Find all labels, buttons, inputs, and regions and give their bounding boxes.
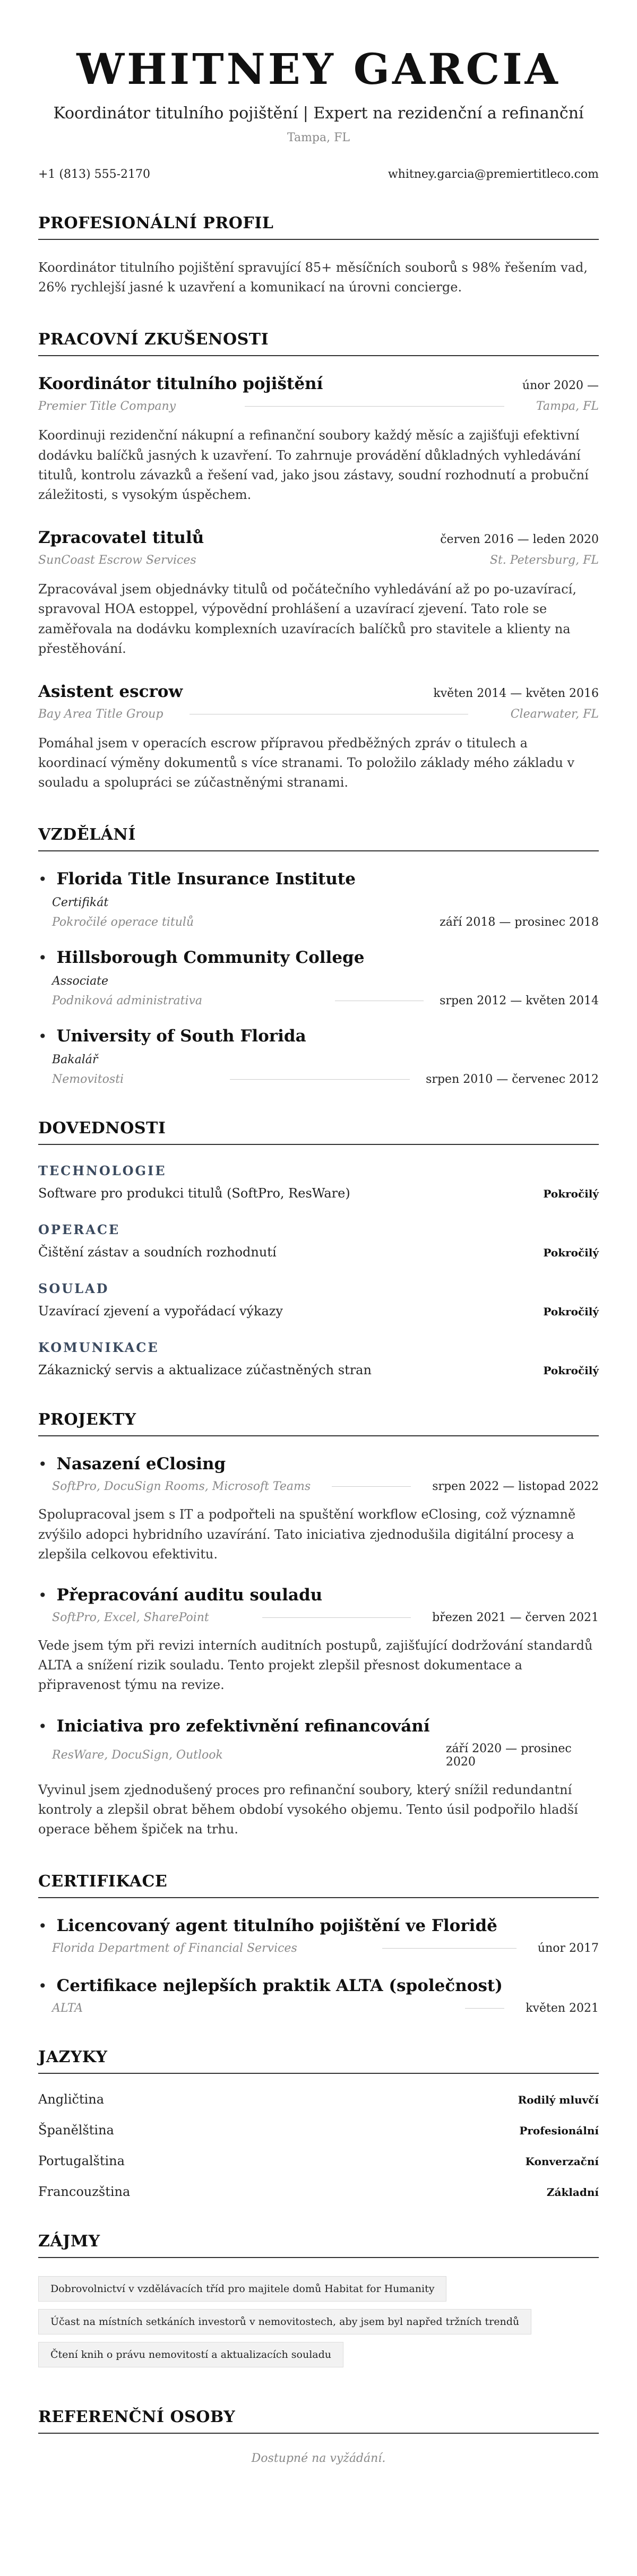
job-description: Koordinuji rezidenční nákupní a refinanční soubory každý měsíc a zajišťuji efektivní dodávku balíčků jasných k uzavření. To zahrnuje provádění důkladných vyhledávání titulů, kontrolu závazků a řešení vad, jako jsou zástavy, soudní rozhodnutí a probuční záležitosti, s vysokým úspěchem. (38, 428, 589, 502)
language-row (38, 2184, 599, 2199)
divider (332, 1486, 411, 1487)
degree: Certifikát (52, 896, 109, 910)
interest-tag: Čtení knih o právu nemovitostí a aktualizacích souladu (38, 2342, 343, 2367)
project-description: Vede jsem tým při revizi interních auditních postupů, zajišťující dodržování standardů ALTA a snížení rizik souladu. Tento projekt zlepšil přesnost dokumentace a připravenost týmu na revize. (38, 1638, 593, 1693)
job-role: Zpracovatel titulů (38, 528, 204, 548)
project-dates: srpen 2022 — listopad 2022 (432, 1480, 599, 1494)
section-title-projects: PROJEKTY (38, 1410, 599, 1436)
education-dates: srpen 2012 — květen 2014 (440, 994, 599, 1008)
email: whitney.garcia@premiertitleco.com (388, 168, 599, 181)
skill-category: SOULAD (38, 1281, 109, 1297)
education-entry (38, 869, 599, 929)
education-entry (38, 948, 599, 1007)
language-name: Francouzština (38, 2184, 131, 2200)
skill-name: Zákaznický servis a aktualizace zúčastněných stran (38, 1363, 372, 1378)
job-role: Asistent escrow (38, 682, 183, 701)
skill-name: Software pro produkci titulů (SoftPro, ResWare) (38, 1186, 350, 1201)
job-dates: únor 2020 — (522, 379, 599, 393)
bullet-icon: • (38, 1977, 47, 1995)
job-location: Tampa, FL (536, 400, 599, 413)
headline: Koordinátor titulního pojištění | Expert na rezidenční a refinanční (53, 104, 584, 123)
field-of-study: Pokročilé operace titulů (52, 916, 194, 929)
section-title-education: VZDĚLÁNÍ (38, 825, 599, 851)
job-company: Premier Title Company (38, 400, 176, 413)
project-dates: březen 2021 — červen 2021 (432, 1611, 599, 1624)
job-company: Bay Area Title Group (38, 707, 163, 721)
field-of-study: Nemovitosti (52, 1073, 124, 1087)
job-description: Zpracovával jsem objednávky titulů od počátečního vyhledávání až po po-uzavírací, spravoval HOA estoppel, výpovědní prohlášení a uzavírací zjevení. Tato role se zaměřovala na dodávku komplexních uzavíracích balíčků pro stavitele a klienty na přestěhování. (38, 582, 576, 656)
section-title-profile: PROFESIONÁLNÍ PROFIL (38, 214, 599, 240)
certification-date: květen 2021 (526, 2002, 599, 2015)
bullet-icon: • (38, 1455, 47, 1474)
project-tools: ResWare, DocuSign, Outlook (52, 1748, 223, 1762)
skill-group (38, 1163, 599, 1201)
bullet-icon: • (38, 949, 47, 967)
job-dates: červen 2016 — leden 2020 (440, 533, 599, 547)
skill-name: Čištění zástav a soudních rozhodnutí (38, 1245, 277, 1260)
skill-level: Pokročilý (543, 1187, 599, 1201)
divider (245, 406, 504, 407)
project-dates: září 2020 — prosinec 2020 (445, 1742, 572, 1769)
skill-level: Pokročilý (543, 1364, 599, 1377)
certification-date: únor 2017 (537, 1942, 599, 1955)
divider (262, 1617, 411, 1618)
divider (465, 2008, 504, 2009)
project-tools: SoftPro, Excel, SharePoint (52, 1611, 209, 1624)
section-title-certifications: CERTIFIKACE (38, 1872, 599, 1898)
job-company: SunCoast Escrow Services (38, 554, 196, 567)
project-name: Přepracování auditu souladu (56, 1586, 323, 1605)
language-row (38, 2123, 599, 2138)
education-entry (38, 1027, 599, 1086)
certification-issuer: ALTA (52, 2002, 83, 2015)
project-entry (38, 1717, 599, 1840)
skill-group (38, 1222, 599, 1260)
candidate-name: WHITNEY GARCIA (76, 44, 561, 94)
language-level: Profesionální (519, 2124, 599, 2138)
school-name: University of South Florida (56, 1027, 306, 1046)
job-entry (38, 682, 599, 793)
project-description: Vyvinul jsem zjednodušený proces pro refinanční soubory, který snížil redundantní kontroly a zlepšil obrat během období vysokého objemu. Tento úsil podpořilo hladší operace během špiček na trhu. (38, 1782, 578, 1837)
skill-level: Pokročilý (543, 1246, 599, 1260)
section-title-skills: DOVEDNOSTI (38, 1119, 599, 1145)
project-tools: SoftPro, DocuSign Rooms, Microsoft Teams (52, 1480, 311, 1494)
job-location: St. Petersburg, FL (489, 554, 599, 567)
language-name: Portugalština (38, 2153, 125, 2169)
skill-group (38, 1281, 599, 1319)
profile-text: Koordinátor titulního pojištění spravující 85+ měsíčních souborů s 98% řešením vad, 26% rychlejší jasné k uzavření a komunikací na úrovni concierge. (38, 260, 588, 295)
school-name: Hillsborough Community College (56, 948, 365, 968)
bullet-icon: • (38, 1587, 47, 1604)
section-title-languages: JAZYKY (38, 2048, 599, 2074)
project-name: Nasazení eClosing (56, 1454, 226, 1474)
degree: Bakalář (52, 1053, 98, 1067)
interest-tags (38, 2276, 599, 2375)
section-title-experience: PRACOVNÍ ZKUŠENOSTI (38, 330, 599, 356)
certification-entry (38, 1916, 599, 1955)
section-title-references: REFERENČNÍ OSOBY (38, 2408, 599, 2434)
skill-category: KOMUNIKACE (38, 1340, 159, 1356)
skill-level: Pokročilý (543, 1305, 599, 1319)
references-text: Dostupné na vyžádání. (251, 2452, 386, 2466)
resume-header (38, 44, 599, 144)
bullet-icon: • (38, 871, 47, 889)
degree: Associate (52, 975, 109, 988)
interest-tag: Účast na místních setkáních investorů v nemovitostech, aby jsem byl napřed tržních trendů (38, 2309, 531, 2334)
project-entry (38, 1454, 599, 1564)
bullet-icon: • (38, 1028, 47, 1046)
language-level: Základní (546, 2186, 599, 2199)
bullet-icon: • (38, 1917, 47, 1935)
language-name: Angličtina (38, 2092, 105, 2107)
interest-tag: Dobrovolnictví v vzdělávacích tříd pro majitele domů Habitat for Humanity (38, 2276, 446, 2302)
school-name: Florida Title Insurance Institute (56, 869, 356, 889)
project-entry (38, 1586, 599, 1695)
contact-row (38, 168, 599, 181)
skill-category: OPERACE (38, 1222, 120, 1238)
section-title-interests: ZÁJMY (38, 2232, 599, 2258)
certification-name: Certifikace nejlepších praktik ALTA (společnost) (56, 1976, 503, 1996)
divider (230, 1079, 410, 1080)
job-dates: květen 2014 — květen 2016 (433, 686, 599, 700)
language-level: Konverzační (525, 2155, 599, 2168)
job-description: Pomáhal jsem v operacích escrow přípravou předběžných zpráv o titulech a koordinací výměny dokumentů s více stranami. To položilo základy mého základu v souladu a spolupráci se zúčastněnými stranami. (38, 735, 575, 790)
project-description: Spolupracoval jsem s IT a podpořteli na spuštění workflow eClosing, což významně zvýšilo adopci hybridního uzavírání. Tato iniciativa zjednodušila digitální procesy a zlepšila celkovou efektivitu. (38, 1507, 576, 1562)
phone: +1 (813) 555-2170 (38, 168, 150, 181)
bullet-icon: • (38, 1717, 47, 1735)
project-name: Iniciativa pro zefektivnění refinancování (56, 1716, 430, 1736)
certification-issuer: Florida Department of Financial Services (52, 1942, 297, 1955)
job-location: Clearwater, FL (510, 707, 599, 721)
certification-name: Licencovaný agent titulního pojištění ve Floridě (56, 1916, 497, 1936)
education-dates: srpen 2010 — červenec 2012 (426, 1073, 599, 1087)
skill-name: Uzavírací zjevení a vypořádací výkazy (38, 1304, 283, 1319)
location: Tampa, FL (287, 131, 350, 144)
job-entry (38, 374, 599, 505)
skill-category: TECHNOLOGIE (38, 1163, 167, 1179)
education-dates: září 2018 — prosinec 2018 (440, 916, 599, 929)
job-role: Koordinátor titulního pojištění (38, 374, 323, 394)
language-level: Rodilý mluvčí (518, 2093, 599, 2107)
language-name: Španělština (38, 2123, 114, 2138)
job-entry (38, 528, 599, 659)
language-row (38, 2153, 599, 2168)
field-of-study: Podniková administrativa (52, 994, 203, 1008)
divider (382, 1948, 517, 1949)
language-row (38, 2092, 599, 2107)
certification-entry (38, 1976, 599, 2015)
skill-group (38, 1340, 599, 1377)
